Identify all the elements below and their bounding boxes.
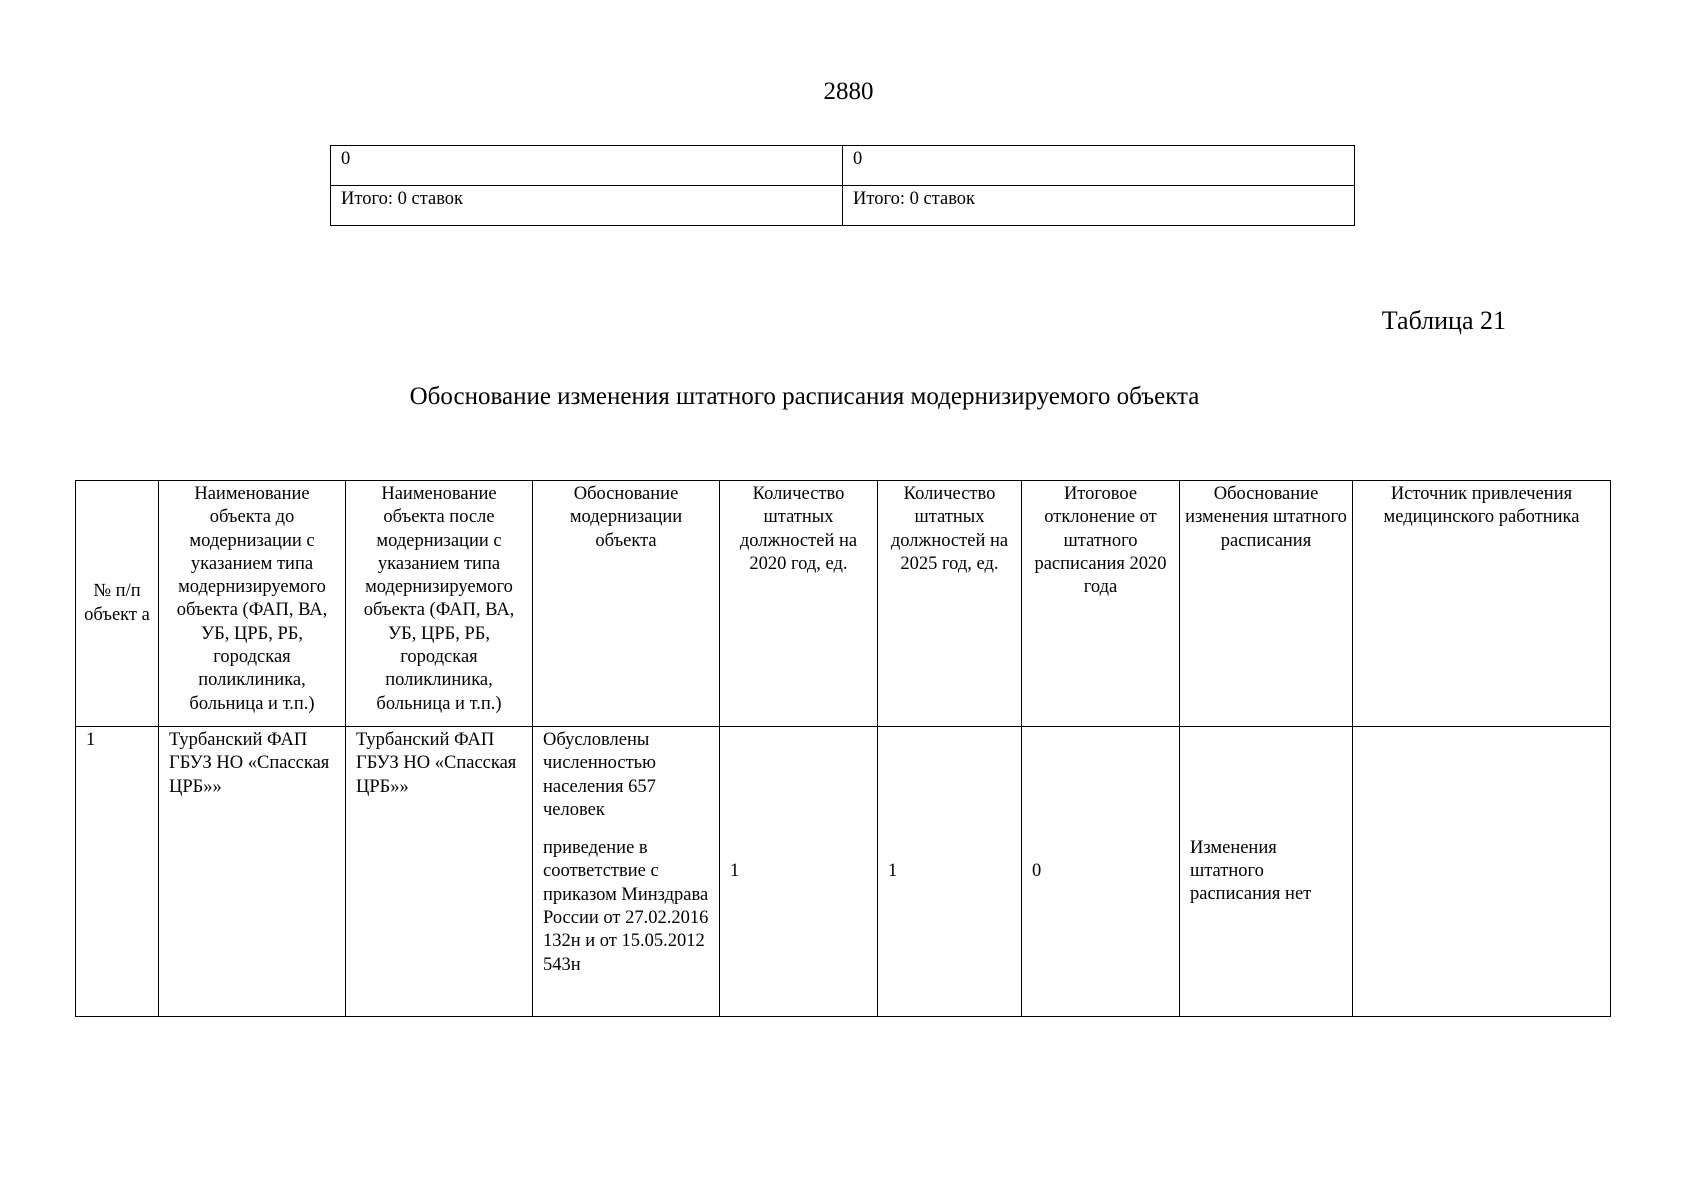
column-header-number: № п/п объект а: [76, 481, 159, 727]
cell-staff-2020: 1: [720, 727, 878, 1017]
cell-source: [1353, 727, 1611, 1017]
cell-name-before: Турбанский ФАП ГБУЗ НО «Спасская ЦРБ»»: [159, 727, 346, 1017]
header-row: [76, 481, 1611, 727]
page-number: 2880: [823, 78, 874, 105]
cell-name-after: Турбанский ФАП ГБУЗ НО «Спасская ЦРБ»»: [346, 727, 533, 1017]
table-row: [331, 146, 1355, 186]
column-header-deviation: Итоговое отклонение от штатного расписания 2020 года: [1022, 481, 1180, 727]
table-cell: Итого: 0 ставок: [331, 186, 843, 226]
table-row: [331, 186, 1355, 226]
cell-change-reason: Изменения штатного расписания нет: [1180, 727, 1353, 1017]
column-header-name-before: Наименование объекта до модернизации с указанием типа модернизируемого объекта (ФАП, ВА, УБ, ЦРБ, РБ, городская поликлиника, больница и т.п.): [159, 481, 346, 727]
cell-deviation: 0: [1022, 727, 1180, 1017]
table-label: Таблица 21: [1381, 306, 1506, 335]
table-title: Обоснование изменения штатного расписания модернизируемого объекта: [409, 383, 1200, 410]
cell-number: 1: [76, 727, 159, 1017]
staffing-justification-table: [75, 480, 1611, 1017]
column-header-name-after: Наименование объекта после модернизации с указанием типа модернизируемого объекта (ФАП, ВА, УБ, ЦРБ, РБ, городская поликлиника, больница и т.п.): [346, 481, 533, 727]
column-header-change-reason: Обоснование изменения штатного расписания: [1180, 481, 1353, 727]
table-cell: 0: [843, 146, 1355, 186]
column-header-staff-2020: Количество штатных должностей на 2020 год, ед.: [720, 481, 878, 727]
column-header-justification: Обоснование модернизации объекта: [533, 481, 720, 727]
table-cell: Итого: 0 ставок: [843, 186, 1355, 226]
table-cell: 0: [331, 146, 843, 186]
justification-order: приведение в соответствие с приказом Минздрава России от 27.02.2016 132н и от 15.05.2012 543н: [543, 838, 709, 975]
table-row: [76, 727, 1611, 1017]
cell-staff-2025: 1: [878, 727, 1022, 1017]
column-header-staff-2025: Количество штатных должностей на 2025 год, ед.: [878, 481, 1022, 727]
staffing-summary-table: [330, 145, 1355, 226]
cell-justification: [533, 727, 720, 1017]
justification-population: Обусловлены численностью населения 657 человек: [543, 730, 656, 820]
column-header-source: Источник привлечения медицинского работника: [1353, 481, 1611, 727]
